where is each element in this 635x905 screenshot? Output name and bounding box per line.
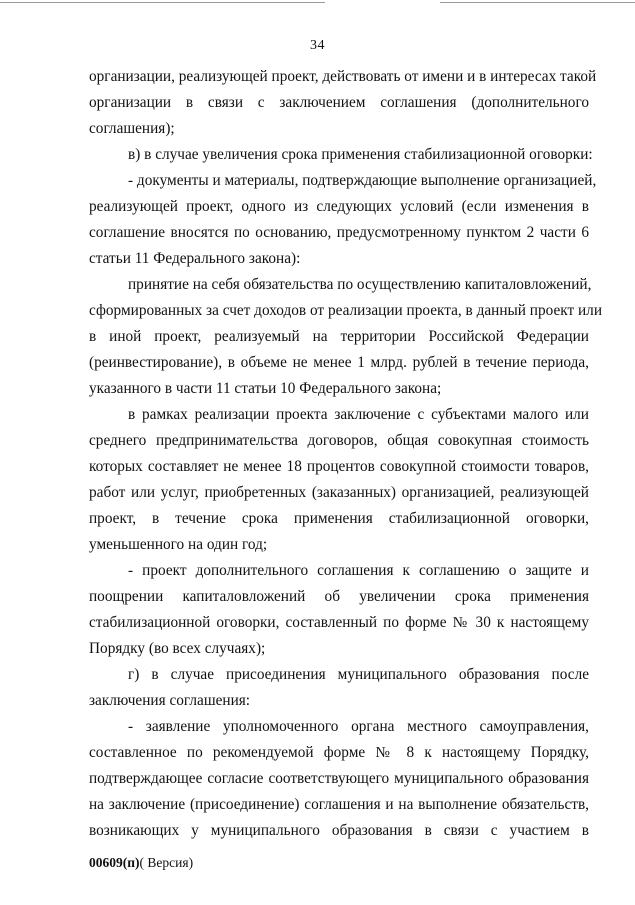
document-code: 00609(п) <box>89 855 140 870</box>
text-line: заключения соглашения: <box>89 692 251 709</box>
text-line: которых составляет не менее 18 процентов совокупной стоимости товаров, <box>89 458 589 475</box>
text-line: составленное по рекомендуемой форме № 8 к настоящему Порядку, <box>89 744 589 761</box>
text-line: указанного в части 11 статьи 10 Федерального закона; <box>89 380 442 397</box>
text-line: стабилизационной оговорки, составленный по форме № 30 к настоящему <box>89 614 589 631</box>
text-line: подтверждающее согласие соответствующего муниципального образования <box>89 770 589 787</box>
text-line: - проект дополнительного соглашения к соглашению о защите и <box>128 562 589 579</box>
text-line: Порядку (во всех случаях); <box>89 640 266 657</box>
text-line: реализующей проект, одного из следующих условий (если изменения в <box>89 198 589 215</box>
text-line: организации, реализующей проект, действовать от имени и в интересах такой <box>89 68 597 85</box>
document-body <box>89 64 603 844</box>
text-line: организации в связи с заключением соглашения (дополнительного <box>89 94 589 111</box>
page-number: 34 <box>310 38 325 53</box>
text-line: в иной проект, реализуемый на территории Российской Федерации <box>89 328 589 345</box>
text-line: статьи 11 Федерального закона): <box>89 250 301 267</box>
text-line: - документы и материалы, подтверждающие выполнение организацией, <box>128 172 597 189</box>
text-line: проект, в течение срока применения стабилизационной оговорки, <box>89 510 589 527</box>
text-line: работ или услуг, приобретенных (заказанных) организацией, реализующей <box>89 484 589 501</box>
text-line: поощрении капиталовложений об увеличении срока применения <box>89 588 589 605</box>
text-line: среднего предпринимательства договоров, общая совокупная стоимость <box>89 432 589 449</box>
text-line: возникающих у муниципального образования в связи с участием в <box>89 822 589 839</box>
text-line: соглашения); <box>89 120 175 137</box>
text-line: - заявление уполномоченного органа местного самоуправления, <box>128 718 589 735</box>
scan-edge-mark <box>0 2 325 3</box>
text-line: г) в случае присоединения муниципального образования после <box>128 666 589 683</box>
text-line: в) в случае увеличения срока применения стабилизационной оговорки: <box>128 146 593 163</box>
scan-edge-mark <box>440 2 635 3</box>
text-line: на заключение (присоединение) соглашения и на выполнение обязательств, <box>89 796 589 813</box>
text-line: в рамках реализации проекта заключение с субъектами малого или <box>128 406 589 423</box>
text-line: сформированных за счет доходов от реализации проекта, в данный проект или <box>89 302 603 319</box>
text-line: принятие на себя обязательства по осуществлению капиталовложений, <box>128 276 592 293</box>
text-line: (реинвестирование), в объеме не менее 1 млрд. рублей в течение периода, <box>89 354 589 371</box>
document-version: ( Версия) <box>139 855 194 870</box>
document-footer <box>89 855 193 871</box>
text-line: соглашение вносятся по основанию, предусмотренному пунктом 2 части 6 <box>89 224 589 241</box>
text-line: уменьшенного на один год; <box>89 536 268 553</box>
